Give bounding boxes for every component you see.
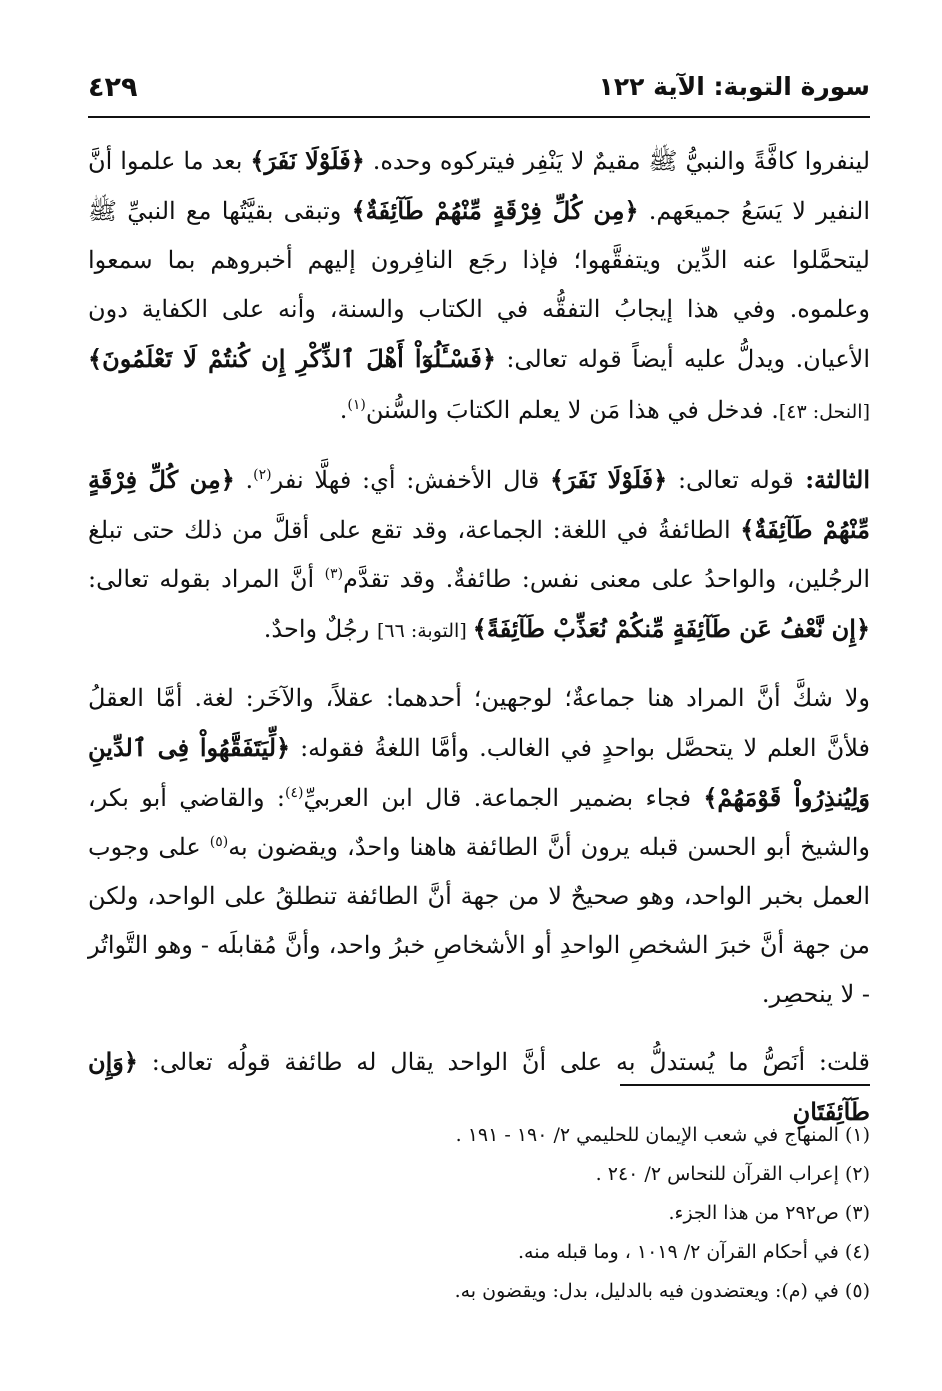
text-run: . <box>339 396 348 424</box>
quran-quote: ﴿مِن كُلِّ فِرْقَةٍ مِّنْهُمْ طَآئِفَةٌ﴾ <box>351 196 639 225</box>
running-header <box>88 72 870 118</box>
paragraph-3 <box>88 674 870 1019</box>
footnote-item: (٣) ص٢٩٢ من هذا الجزء. <box>668 1202 870 1224</box>
quran-quote: ﴿وَإِن طَآئِفَتَانِ <box>88 1047 870 1126</box>
footnotes <box>88 1120 870 1315</box>
paragraph-2 <box>88 455 870 656</box>
text-run: قلت: أنَصُّ ما يُستدلُّ به على أنَّ الواحد يقال له طائفة قولُه تعالى: <box>137 1048 870 1076</box>
text-run: رجُلٌ واحدٌ. <box>263 615 377 643</box>
footnote-marker[interactable]: (٤) <box>285 785 304 801</box>
text-run: قوله تعالى: <box>667 466 794 494</box>
text-run: أنَّ المراد بقوله تعالى: <box>88 565 325 593</box>
page-number: ٤٢٩ <box>88 72 138 103</box>
text-run: قال الأخفش: أي: فهلَّا نفر <box>271 466 551 494</box>
footnote-item: (٤) في أحكام القرآن ٢/ ١٠١٩ ، وما قبله منه. <box>518 1241 870 1263</box>
footnote-marker[interactable]: (٣) <box>324 566 344 582</box>
quran-quote: ﴿مِن كُلِّ فِرْقَةٍ مِّنْهُمْ طَآئِفَةٌ﴾ <box>88 465 871 544</box>
footnote-marker[interactable]: (١) <box>347 397 366 413</box>
text-run: . <box>234 466 254 494</box>
quran-quote: ﴿فَلَوْلَا نَفَرَ﴾ <box>250 146 365 175</box>
text-run: لينفروا كافَّةً والنبيُّ ﷺ مقيمٌ لا يَنْفِر فيتركوه وحده. <box>364 147 871 175</box>
paragraph-1 <box>88 136 870 437</box>
quran-quote: ﴿لِّيَتَفَقَّهُواْ فِى ٱلدِّينِ وَلِيُنذِرُواْ قَوْمَهُمْ﴾ <box>88 733 871 812</box>
quran-quote: ﴿فَلَوْلَا نَفَرَ﴾ <box>550 465 668 494</box>
footnote-separator <box>620 1084 870 1086</box>
text-run: ولا شكَّ أنَّ المراد هنا جماعةٌ؛ لوجهين؛ أحدهما: عقلاً، والآخَر: لغة. أمَّا العقلُ فلأنَّ العلم لا يتحصَّل بواحدٍ في الغالب. وأمَّا اللغةُ فقوله: <box>88 684 870 762</box>
text-run: . فدخل في هذا مَن لا يعلم الكتابَ والسُّنن <box>365 396 779 424</box>
text-run: على وجوب العمل بخبر الواحد، وهو صحيحٌ لا من جهة أنَّ الطائفة تنطلقُ على الواحد، ولكن من جهة أنَّ خبرَ الشخصِ الواحدِ أو الأشخاصِ خبرُ واحد، وأنَّ مُقابلَه - وهو التَّواتُر - لا ينحصِر. <box>88 833 870 1008</box>
quran-quote: ﴿فَسْـَٔلُوٓاْ أَهْلَ ٱلذِّكْرِ إِن كُنتُمْ لَا تَعْلَمُونَ﴾ <box>88 344 496 373</box>
section-lead: الثالثة: <box>793 465 871 494</box>
text-run: وتبقى بقيَّتُها مع النبيِّ ﷺ ليتحمَّلوا عنه الدِّين ويتفقَّهوا؛ فإذا رجَع النافِرون إليهم أخبروهم بما سمعوا وعلموه. وفي هذا إيجابُ التفقُّه في الكتاب والسنة، وأنه على الكفاية دون الأعيان. ويدلُّ عليه أيضاً قوله تعالى: <box>88 197 871 373</box>
text-run: بعد ما علموا أنَّ النفير لا يَسَعُ جميعَهم. <box>88 147 871 225</box>
footnote-item: (١) المنهاج في شعب الإيمان للحليمي ٢/ ١٩٠ - ١٩١ . <box>455 1124 870 1146</box>
text-run: الطائفةُ في اللغة: الجماعة، وقد تقع على أقلَّ من ذلك حتى تبلغ الرجُلين، والواحدُ على معنى نفس: طائفةٌ. وقد تقدَّم <box>88 516 870 593</box>
verse-reference: [التوبة: ٦٦] <box>376 620 473 642</box>
text-run: : والقاضي أبو بكر، والشيخ أبو الحسن قبله يرون أنَّ الطائفة هاهنا واحدٌ، ويقضون به <box>88 784 870 861</box>
footnote-item: (٥) في (م): ويعتضدون فيه بالدليل، بدل: ويقضون به. <box>454 1280 870 1302</box>
footnote-item: (٢) إعراب القرآن للنحاس ٢/ ٢٤٠ . <box>595 1163 870 1185</box>
quran-quote: ﴿إِن نَّعْفُ عَن طَآئِفَةٍ مِّنكُمْ نُعَذِّبْ طَآئِفَةً﴾ <box>472 614 870 643</box>
footnote-marker[interactable]: (٥) <box>209 834 229 850</box>
chapter-title: سورة التوبة: الآية ١٢٢ <box>598 72 870 101</box>
main-text <box>88 136 870 1155</box>
verse-reference: [النحل: ٤٣] <box>778 401 870 423</box>
text-run: فجاء بضمير الجماعة. قال ابن العربيِّ <box>303 784 704 812</box>
footnote-marker[interactable]: (٢) <box>253 467 272 483</box>
